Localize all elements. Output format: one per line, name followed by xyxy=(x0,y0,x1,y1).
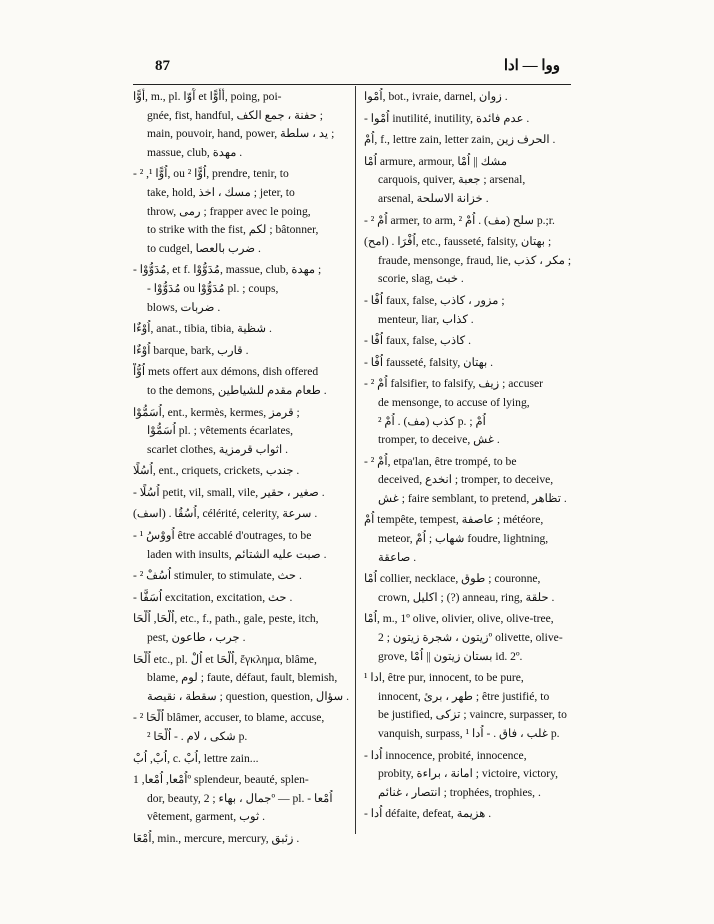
entry-line: pest, جرب ، طاعون . xyxy=(147,631,246,645)
entry-line: to the demons, طعام مقدم للشياطين . xyxy=(147,383,327,397)
entry-line: انتصار ، غنائم ; trophées, trophies, . xyxy=(378,785,541,799)
entry-line: grove, بستان زيتون || اُمْا id. 2º. xyxy=(378,649,523,663)
entry-line: de mensonge, to accuse of lying, xyxy=(378,395,530,409)
entry-line: - اُفْا faux, false, كاذب . xyxy=(364,334,471,348)
entry-line: اُوْءٌا, anat., tibia, tibia, شظية . xyxy=(133,322,272,336)
entry-line: اُمْا collier, necklace, طوق ; couronne, xyxy=(364,572,541,586)
entry-line: - اُمْوا inutilité, inutility, عدم فائدة . xyxy=(364,111,530,125)
entry-line: - اُلْحَا ² blâmer, accuser, to blame, accuse, xyxy=(133,711,325,725)
entry-line: اُلْحَا, اُلْحَا, etc., f., path., gale, peste, itch, xyxy=(133,612,319,626)
entry-line: arsenal, خزانة الاسلحة . xyxy=(378,191,489,205)
entry-line: اُسَمُّوْا, ent., kermès, kermes, قرمز ; xyxy=(133,405,300,419)
dictionary-entry xyxy=(133,527,349,564)
entry-line: - اُدا innocence, probité, innocence, xyxy=(364,748,527,762)
page-header xyxy=(0,58,714,80)
dictionary-entry xyxy=(364,511,574,567)
entry-line: vanquish, surpass, غلب ، فاق . - اُدا ¹ p. xyxy=(378,727,560,740)
dictionary-entry xyxy=(364,375,574,449)
entry-line: اُبْ, اُبْ, c. اُبْ, lettre zain... xyxy=(133,751,259,765)
entry-line: شكى ، لام . - اُلْحَا ² p. xyxy=(147,730,248,743)
entry-line: laden with insults, صبت عليه الشتائم . xyxy=(147,547,327,561)
entry-line: meteor, شهاب ; اُمْ foudre, lightning, xyxy=(378,532,549,546)
dictionary-entry xyxy=(364,354,574,373)
entry-line: - مُدَوُّوْا, et f. مُدَوُّوْا, massue, club, مهدة ; xyxy=(133,263,322,277)
entry-line: اُلْحَا etc., pl. اُلْ et اُلْحَا, ἔγκλημα, blâme, xyxy=(133,652,317,666)
entry-line: اُمْعَا, min., mercure, mercury, زئبق . xyxy=(133,831,300,845)
entry-line: - اُمْ ², etpa'lan, être trompé, to be xyxy=(364,454,517,468)
entry-line: to strike with the fist, لكم ; bâtonner, xyxy=(147,223,319,237)
dictionary-entry xyxy=(364,747,574,803)
entry-line: سقطة ، نقيصة ; question, question, سؤال . xyxy=(147,689,349,703)
entry-line: - اُوًّا ¹, ², ou اُوًّا ², prendre, tenir, to xyxy=(133,167,289,181)
dictionary-entry xyxy=(364,110,574,129)
dictionary-entry xyxy=(133,462,349,481)
entry-line: - مُدَوُّوْا ou مُدَوُّوْا pl. ; coups, xyxy=(147,281,279,295)
entry-line: be justified, تزكى ; vaincre, surpasser, to xyxy=(378,708,567,722)
entry-line: take, hold, مسك ، اخذ ; jeter, to xyxy=(147,185,295,199)
dictionary-entry xyxy=(133,709,349,746)
entry-line: tromper, to deceive, غش . xyxy=(378,433,500,447)
right-column xyxy=(364,88,574,827)
entry-line: menteur, liar, كذاب . xyxy=(378,312,474,326)
header-rule xyxy=(133,84,571,85)
dictionary-entry xyxy=(364,610,574,666)
entry-line: blows, ضربات . xyxy=(147,300,221,314)
dictionary-entry xyxy=(133,404,349,460)
entry-line: اُمْوا, bot., ivraie, darnel, زوان . xyxy=(364,90,508,103)
entry-line: vêtement, garment, ثوب . xyxy=(147,810,266,824)
dictionary-entry xyxy=(364,131,574,150)
entry-line: اُسُلًا, ent., criquets, crickets, جندب . xyxy=(133,464,300,478)
dictionary-entry xyxy=(133,484,349,503)
entry-line: اُوْءٌا barque, bark, قارب . xyxy=(133,343,249,357)
column-divider xyxy=(355,86,356,834)
dictionary-entry xyxy=(133,589,349,608)
entry-line: main, pouvoir, hand, power, يد ، سلطة ; xyxy=(147,127,335,141)
running-head: ووا — ادا xyxy=(503,58,560,74)
entry-line: صاعقة . xyxy=(378,550,417,564)
left-column xyxy=(133,88,349,852)
entry-line: اُسَمُّوْا pl. ; vêtements écarlates, xyxy=(147,424,294,438)
dictionary-entry xyxy=(364,212,574,231)
entry-line: (امح) . اُفْرَا, etc., fausseté, falsity, بهتان ; xyxy=(364,235,552,249)
entry-line: dor, beauty, جمال ، بهاء ; 2º — pl. - اُمْعا xyxy=(147,791,333,805)
entry-line: اُمْا, m., 1º olive, olivier, olive, olive-tree, xyxy=(364,612,554,626)
dictionary-entry xyxy=(133,830,349,849)
entry-line: - اُفْا faux, false, مزور ، كاذب ; xyxy=(364,293,505,307)
entry-line: crown, اكليل ; (?) anneau, ring, حلقة . xyxy=(378,590,555,604)
entry-line: ادا ¹, être pur, innocent, to be pure, xyxy=(364,671,524,685)
dictionary-entry xyxy=(364,453,574,509)
dictionary-entry xyxy=(133,342,349,361)
entry-line: scarlet clothes, اثواب قرمزية . xyxy=(147,442,289,456)
entry-line: - اُووْسُ ¹ être accablé d'outrages, to be xyxy=(133,529,312,543)
dictionary-entry xyxy=(364,669,574,743)
entry-line: scorie, slag, خبث . xyxy=(378,272,464,286)
dictionary-entry xyxy=(364,153,574,209)
dictionary-entry xyxy=(133,771,349,827)
entry-line: blame, لوم ; faute, défaut, fault, blemish, xyxy=(147,671,338,685)
entry-line: deceived, انخدع ; tromper, to deceive, xyxy=(378,473,554,487)
entry-line: throw, رمى ; frapper avec le poing, xyxy=(147,204,311,218)
entry-line: gnée, fist, handful, حفنة ، جمع الكف ; xyxy=(147,108,324,122)
entry-line: اُمْ tempête, tempest, عاصفة ; météore, xyxy=(364,513,544,527)
entry-line: أُوًّا, m., pl. آُوّا et أَأُوًّا, poing, poi- xyxy=(133,90,282,103)
entry-line: innocent, طهر ، برئ ; être justifié, to xyxy=(378,689,550,703)
entry-line: carquois, quiver, جعبة ; arsenal, xyxy=(378,173,526,187)
dictionary-entry xyxy=(364,88,574,107)
dictionary-entry xyxy=(133,320,349,339)
dictionary-entry xyxy=(133,610,349,647)
dictionary-entry xyxy=(364,332,574,351)
dictionary-entry xyxy=(364,805,574,824)
entry-line: - اُسُلًا petit, vil, small, vile, صغير ، حقير . xyxy=(133,485,325,499)
dictionary-entry xyxy=(133,363,349,400)
dictionary-entry xyxy=(133,505,349,524)
page-number: 87 xyxy=(155,58,170,74)
entry-line: (اسف) . اُسُقُا, célérité, celerity, سرعة . xyxy=(133,507,318,521)
dictionary-entry xyxy=(133,165,349,258)
entry-line: زيتون ، شجرة زيتون ; 2º olivette, olive- xyxy=(378,631,563,645)
entry-line: - اُمْ ² falsifier, to falsify, زيف ; accuser xyxy=(364,377,544,391)
dictionary-entry xyxy=(133,750,349,769)
entry-line: probity, امانة ، براءة ; victoire, victory, xyxy=(378,767,559,781)
dictionary-entry xyxy=(133,651,349,707)
entry-line: اُمْا armure, armour, مشك || اُمْا xyxy=(364,154,508,168)
entry-line: - اُسُفْ ² stimuler, to stimulate, حث . xyxy=(133,569,302,583)
entry-line: - اُدا défaite, defeat, هزيمة . xyxy=(364,807,492,821)
entry-line: اُوُّاْ mets offert aux démons, dish offered xyxy=(133,365,319,379)
entry-line: fraude, mensonge, fraud, lie, مكر ، كذب ; xyxy=(378,253,572,267)
dictionary-entry xyxy=(364,233,574,289)
entry-line: غش ; faire semblant, to pretend, تظاهر . xyxy=(378,491,567,505)
entry-line: massue, club, مهدة . xyxy=(147,145,243,159)
entry-line: - اُفْا fausseté, falsity, بهتان . xyxy=(364,355,494,369)
dictionary-entry xyxy=(133,88,349,162)
dictionary-entry xyxy=(133,567,349,586)
dictionary-entry xyxy=(133,261,349,317)
dictionary-entry xyxy=(364,570,574,607)
dictionary-entry xyxy=(364,292,574,329)
entry-line: اُمْعا, اُمْعا, 1º splendeur, beauté, splen- xyxy=(133,773,309,787)
entry-line: to cudgel, ضرب بالعصا . xyxy=(147,241,261,255)
entry-line: كذب (مف) . اُمْ ² p. ; اُمْ xyxy=(378,414,486,428)
entry-line: - اُمْ ² armer, to arm, سلح (مف) . اُمْ ² p.;r. xyxy=(364,213,555,227)
entry-line: - اُسَفًّا excitation, excitation, حث . xyxy=(133,590,293,604)
entry-line: اُمْ, f., lettre zain, letter zain, الحرف زين . xyxy=(364,133,556,147)
